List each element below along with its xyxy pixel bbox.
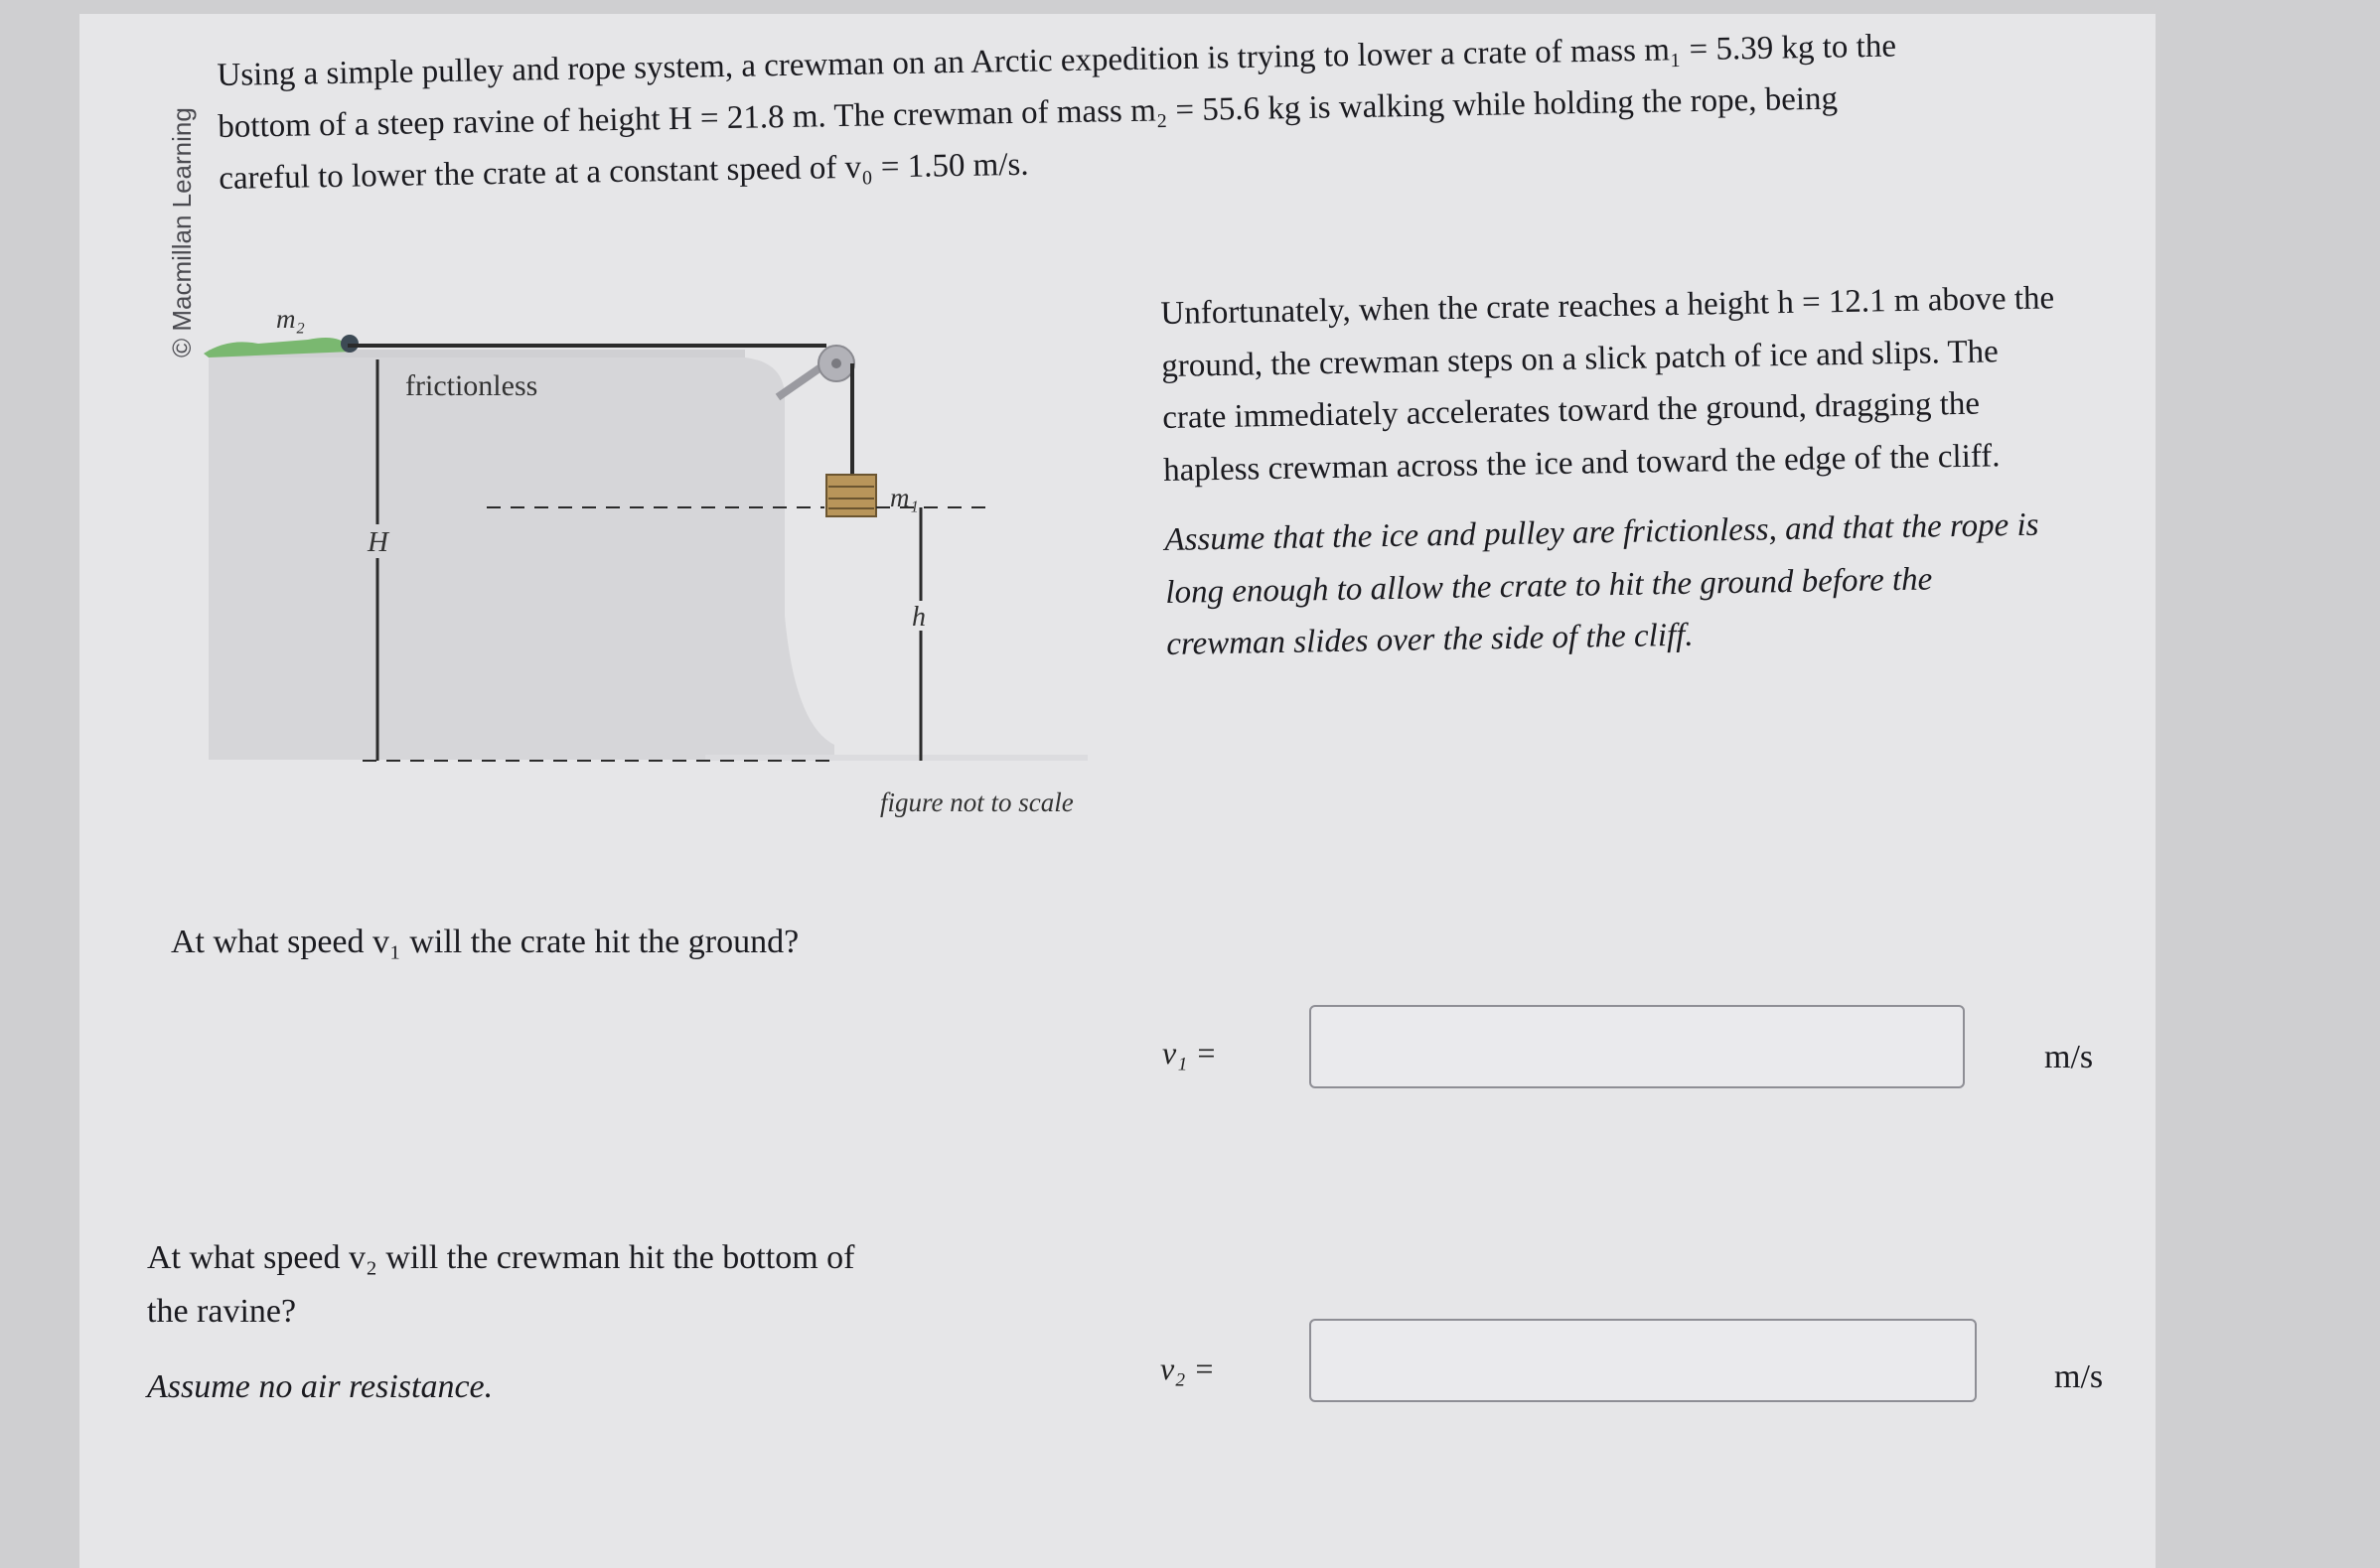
crate xyxy=(826,475,876,516)
scenario-paragraph-1: Unfortunately, when the crate reaches a height h = 12.1 m above the ground, the crewman steps on a slick patch of ice and slips. The crate immediately accelerates toward the ground, dragging the hapless crewman across the ice and toward the edge of the cliff. xyxy=(1160,280,2055,489)
frictionless-label: frictionless xyxy=(405,369,538,402)
scenario-text xyxy=(1160,272,2061,688)
question-1-prompt: At what speed v₁ will the crate hit the ground? xyxy=(171,924,800,960)
air-resistance-note: Assume no air resistance. xyxy=(147,1368,494,1405)
pulley-figure xyxy=(189,288,1122,824)
figure-caption: figure not to scale xyxy=(880,787,1074,817)
ravine-ground xyxy=(705,755,1088,761)
v1-answer-input[interactable] xyxy=(1309,1005,1965,1088)
m2-label: m₂ xyxy=(276,304,305,334)
H-label: H xyxy=(368,526,388,558)
pulley-axle xyxy=(831,358,841,368)
v2-answer-input[interactable] xyxy=(1309,1319,1977,1402)
v1-label: v₁ = xyxy=(1162,1035,1217,1070)
question-2-prompt-line-2: the ravine? xyxy=(147,1293,297,1330)
problem-intro xyxy=(217,17,2086,205)
h-label: h xyxy=(912,602,926,633)
intro-line-3: careful to lower the crate at a constant speed of v₀ = 1.50 m/s. xyxy=(218,146,1029,197)
question-2-prompt-line-1: At what speed v₂ will the crewman hit the bottom of xyxy=(147,1239,855,1276)
m1-label: m₁ xyxy=(890,483,919,512)
v2-unit: m/s xyxy=(2054,1358,2104,1395)
copyright-credit: © Macmillan Learning xyxy=(167,107,197,357)
intro-line-2: bottom of a steep ravine of height H = 21.8 m. The crewman of mass m₂ = 55.6 kg is walking while holding the rope, being xyxy=(218,80,1839,145)
pulley-diagram xyxy=(189,288,1122,824)
cliff-block xyxy=(209,357,834,760)
v1-unit: m/s xyxy=(2044,1039,2094,1075)
question-2-block xyxy=(147,1231,962,1414)
intro-line-1: Using a simple pulley and rope system, a crewman on an Arctic expedition is trying to lower a crate of mass m₁ = 5.39 kg to the xyxy=(217,28,1897,93)
assumptions-paragraph: Assume that the ice and pulley are frictionless, and that the rope is long enough to allow the crate to hit the ground before the crewman slides over the side of the cliff. xyxy=(1164,506,2039,662)
v2-label: v₂ = xyxy=(1160,1351,1215,1386)
